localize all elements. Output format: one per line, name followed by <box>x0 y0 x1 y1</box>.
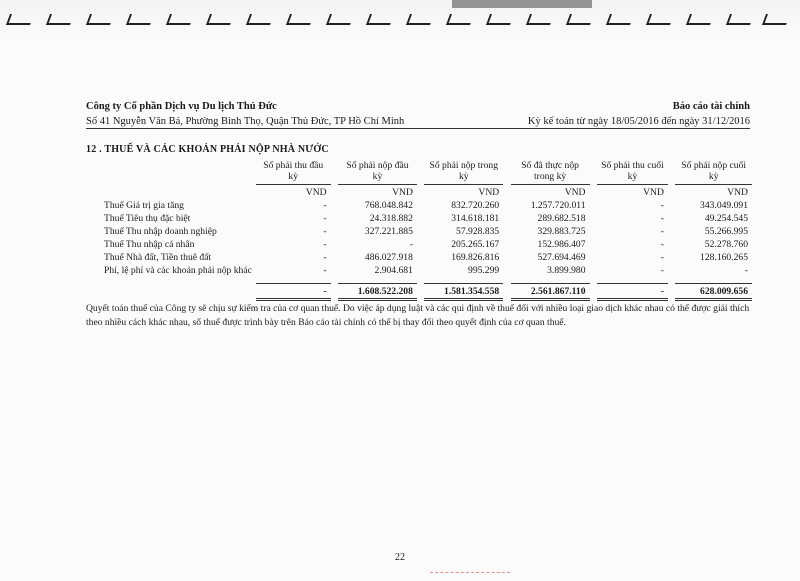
unit-label: VND <box>597 185 668 200</box>
cell-value: - <box>323 226 327 237</box>
binding-hole-icon <box>46 14 74 25</box>
column-header: Số phải thu đầu kỳ <box>263 160 324 182</box>
cell-value: - <box>323 265 327 276</box>
cell-value: - <box>660 200 664 211</box>
unit-row <box>100 185 752 200</box>
cell-value: - <box>660 265 664 276</box>
cell-value: 289.682.518 <box>537 213 586 224</box>
binding-strip <box>0 0 800 36</box>
unit-label: VND <box>511 185 590 200</box>
cell-value: 55.266.995 <box>704 226 748 237</box>
page-number: 22 <box>395 552 405 563</box>
cell-value: - <box>323 200 327 211</box>
company-name: Công ty Cổ phần Dịch vụ Du lịch Thủ Đức <box>86 101 277 112</box>
section-title: 12 . THUẾ VÀ CÁC KHOẢN PHẢI NỘP NHÀ NƯỚC <box>86 144 329 155</box>
total-row <box>100 284 752 300</box>
table-row <box>100 238 752 251</box>
cell-value: 327.221.885 <box>364 226 413 237</box>
cell-value: 152.986.407 <box>537 239 586 250</box>
binding-hole-icon <box>726 14 754 25</box>
binding-hole-icon <box>326 14 354 25</box>
cell-value: 49.254.545 <box>704 213 748 224</box>
report-period: Kỳ kế toán từ ngày 18/05/2016 đến ngày 31/12/2016 <box>527 116 750 127</box>
cell-value: - <box>660 252 664 263</box>
table-row <box>100 264 752 284</box>
cell-value: - <box>323 252 327 263</box>
table-header-row <box>100 154 752 185</box>
cell-value: - <box>323 239 327 250</box>
table-row <box>100 199 752 212</box>
total-value: 2.561.867.110 <box>511 284 590 300</box>
column-header: Số phải nộp trong kỳ <box>429 160 499 182</box>
unit-label: VND <box>424 185 503 200</box>
row-label: Phí, lệ phí và các khoản phải nộp khác <box>104 265 252 277</box>
binding-hole-icon <box>166 14 194 25</box>
binding-hole-icon <box>606 14 634 25</box>
binding-hole-icon <box>566 14 594 25</box>
cell-value: - <box>660 213 664 224</box>
column-header: Số phải nộp đầu kỳ <box>346 160 409 182</box>
binding-hole-icon <box>6 14 34 25</box>
unit-label: VND <box>338 185 417 200</box>
cell-value: 343.049.091 <box>700 200 748 211</box>
cell-value: 128.160.265 <box>700 252 748 263</box>
row-label: Thuế Nhà đất, Tiền thuê đất <box>104 252 212 263</box>
column-header: Số phải nộp cuối kỳ <box>681 160 747 182</box>
tax-note: Quyết toán thuế của Công ty sẽ chịu sự kiểm tra của cơ quan thuế. Do việc áp dụng luật và các qui định về thuế đối với nhiều loại giao dịch khác nhau có thể được giải thích theo nhiều cách khác nhau, số thuế được trình bày trên Báo cáo tài chính có thể bị thay đổi theo quyết định của cơ quan thuế. <box>86 303 750 328</box>
binding-hole-icon <box>646 14 674 25</box>
report-title: Báo cáo tài chính <box>672 101 750 112</box>
cell-value: 52.278.760 <box>704 239 748 250</box>
total-value: - <box>597 284 668 300</box>
total-value: 1.608.522.208 <box>338 284 417 300</box>
binding-hole-icon <box>366 14 394 25</box>
binding-hole-icon <box>446 14 474 25</box>
table-row <box>100 212 752 225</box>
unit-label: VND <box>675 185 752 200</box>
cell-value: 205.265.167 <box>451 239 500 250</box>
unit-label: VND <box>256 185 331 200</box>
cell-value: 169.826.816 <box>451 252 500 263</box>
column-header-blank <box>100 154 256 185</box>
cell-value: 57.928.835 <box>456 226 500 237</box>
binding-hole-icon <box>686 14 714 25</box>
header-left <box>86 99 404 129</box>
cell-value: 1.257.720.011 <box>530 200 586 211</box>
header-right <box>528 99 750 129</box>
tax-table <box>100 154 752 301</box>
cell-value: 2.904.681 <box>374 265 413 276</box>
cell-value: 329.883.725 <box>537 226 586 237</box>
cell-value: - <box>660 239 664 250</box>
cell-value: 3.899.980 <box>547 265 586 276</box>
column-header: Số đã thực nộp trong kỳ <box>521 160 579 182</box>
total-value: 1.581.354.558 <box>424 284 503 300</box>
binding-hole-icon <box>206 14 234 25</box>
binding-hole-icon <box>762 14 790 25</box>
stamp-mark <box>430 572 510 579</box>
row-label: Thuế Thu nhập doanh nghiệp <box>104 226 217 237</box>
cell-value: - <box>660 226 664 237</box>
cell-value: 486.027.918 <box>364 252 413 263</box>
binding-hole-icon <box>86 14 114 25</box>
cell-value: 314.618.181 <box>451 213 500 224</box>
cell-value: - <box>323 213 327 224</box>
cell-value: 527.694.469 <box>537 252 586 263</box>
row-label: Thuế Giá trị gia tăng <box>104 200 184 211</box>
header-rule <box>86 128 750 129</box>
binding-hole-icon <box>486 14 514 25</box>
binding-hole-icon <box>406 14 434 25</box>
cell-value: 768.048.842 <box>364 200 413 211</box>
company-address: Số 41 Nguyễn Văn Bá, Phường Bình Thọ, Quận Thủ Đức, TP Hồ Chí Minh <box>86 116 405 127</box>
cell-value: 832.720.260 <box>451 200 500 211</box>
scan-top-mark <box>452 0 592 8</box>
total-value: - <box>256 284 331 300</box>
row-label: Thuế Tiêu thụ đặc biệt <box>104 213 191 224</box>
column-header: Số phải thu cuối kỳ <box>601 160 664 182</box>
binding-hole-icon <box>286 14 314 25</box>
cell-value: - <box>744 265 748 276</box>
cell-value: - <box>409 239 413 250</box>
total-value: 628.009.656 <box>675 284 752 300</box>
table-row <box>100 251 752 264</box>
binding-hole-icon <box>126 14 154 25</box>
binding-hole-icon <box>526 14 554 25</box>
row-label: Thuế Thu nhập cá nhân <box>104 239 195 250</box>
table-row <box>100 225 752 238</box>
cell-value: 24.318.882 <box>369 213 413 224</box>
cell-value: 995.299 <box>468 265 500 276</box>
binding-hole-icon <box>246 14 274 25</box>
